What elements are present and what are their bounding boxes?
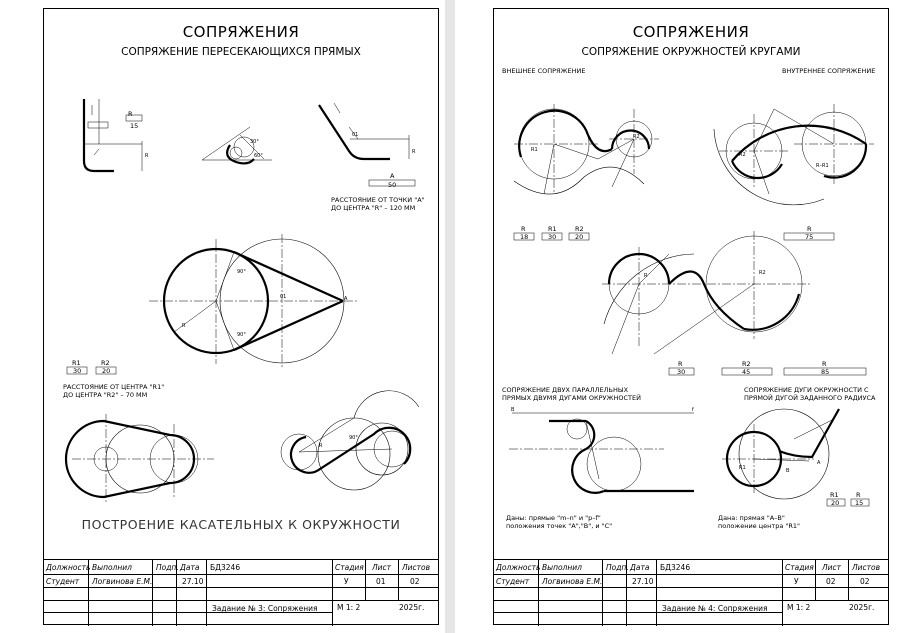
tb-scale: М 1: 2 — [337, 603, 361, 612]
tb-sheets: 02 — [860, 577, 870, 586]
dim-value-r2: 20 — [575, 233, 584, 241]
page-gap — [445, 0, 455, 633]
tb-name: Логвинова Е.М. — [92, 577, 153, 586]
svg-text:R1: R1 — [531, 147, 538, 153]
svg-text:R: R — [145, 153, 149, 159]
tb-code: БД3246 — [210, 563, 241, 572]
tangent-from-point — [149, 234, 359, 369]
fillet-right-angle — [84, 99, 149, 171]
title-block — [494, 559, 888, 626]
svg-text:R2: R2 — [739, 152, 746, 158]
tb-position: Студент — [46, 577, 80, 586]
title-block — [44, 559, 438, 626]
dim-value-r1: 30 — [73, 367, 82, 375]
svg-text:R: R — [182, 323, 186, 329]
dim-label-small-r: R — [856, 491, 861, 499]
dim-label-inner-r: R — [807, 225, 812, 233]
tb-sheet: 01 — [376, 577, 386, 586]
sheet-title: СОПРЯЖЕНИЯ — [632, 23, 750, 41]
given-1-line-1: Даны: прямые "m–n" и "p–f" — [506, 514, 601, 522]
parallel-caption-2: ПРЯМЫХ ДВУМЯ ДУГАМИ ОКРУЖНОСТЕЙ — [502, 394, 641, 402]
arc-caption-1: СОПРЯЖЕНИЕ ДУГИ ОКРУЖНОСТИ С — [744, 386, 869, 394]
dim-value-r1: 30 — [548, 233, 557, 241]
dim-label-small-r1: R1 — [830, 491, 839, 499]
tangent-two-circles — [66, 414, 214, 504]
sheet-subtitle: СОПРЯЖЕНИЕ ПЕРЕСЕКАЮЩИХСЯ ПРЯМЫХ — [121, 46, 361, 58]
dim-value-mixed-r3: 85 — [821, 368, 830, 376]
tb-header-sign: Подп. — [606, 563, 629, 572]
dim-value-r: 18 — [520, 233, 529, 241]
sheet-subtitle: СОПРЯЖЕНИЕ ОКРУЖНОСТЕЙ КРУГАМИ — [581, 46, 801, 58]
dim-value-mixed-r2: 45 — [742, 368, 751, 376]
tb-date: 27.10 — [632, 577, 654, 586]
tb-header-sheets: Листов — [852, 563, 881, 572]
inner-label: ВНУТРЕННЕЕ СОПРЯЖЕНИЕ — [782, 67, 876, 75]
given-1-line-2: положения точек "A","B", и "C" — [506, 522, 613, 530]
tb-header-sign: Подп. — [156, 563, 179, 572]
dim-label-a: A — [390, 172, 395, 180]
svg-text:B: B — [511, 407, 515, 413]
tb-task: Задание № 3: Сопряжения — [212, 604, 318, 613]
svg-text:A: A — [817, 460, 821, 466]
dim-value-small-r: 15 — [855, 499, 864, 507]
drawing-sheet-2 — [493, 8, 889, 625]
tb-position: Студент — [496, 577, 530, 586]
tb-name: Логвинова Е.М. — [542, 577, 603, 586]
tb-header-sheet: Лист — [822, 563, 842, 572]
fillet-obtuse-angle — [319, 103, 416, 186]
drawing-area-2 — [494, 9, 890, 559]
note-distance-a-2: ДО ЦЕНТРА "R" – 120 ММ — [331, 204, 416, 212]
dim-value-mixed-r: 30 — [677, 368, 686, 376]
svg-text:R1: R1 — [739, 465, 746, 471]
dim-label-mixed-r2: R2 — [742, 360, 751, 368]
inner-conjugation — [714, 104, 874, 205]
dim-value-a: 50 — [388, 181, 397, 189]
tb-stage: У — [794, 577, 799, 586]
tb-header-date: Дата — [630, 563, 650, 572]
tb-header-stage: Стадия — [785, 563, 814, 572]
tb-header-position: Должность — [46, 563, 91, 572]
tangent-combined — [281, 391, 419, 490]
outer-conjugation — [514, 104, 659, 194]
tb-stage: У — [344, 577, 349, 586]
svg-text:B: B — [786, 468, 790, 474]
svg-text:f: f — [692, 407, 694, 413]
svg-text:R–R1: R–R1 — [816, 163, 829, 169]
dim-value-r2: 20 — [102, 367, 111, 375]
svg-text:01: 01 — [280, 294, 287, 300]
tb-code: БД3246 — [660, 563, 691, 572]
svg-text:01: 01 — [352, 132, 359, 138]
svg-text:R: R — [644, 273, 648, 279]
dim-label-r: R — [128, 110, 133, 118]
svg-text:90°: 90° — [349, 435, 358, 441]
dim-label-r: R — [521, 225, 526, 233]
dim-label-r2: R2 — [575, 225, 584, 233]
tb-header-position: Должность — [496, 563, 541, 572]
arc-line-conjugation — [722, 409, 839, 499]
tb-header-done: Выполнил — [542, 563, 582, 572]
svg-text:30°: 30° — [250, 139, 259, 145]
given-2-line-2: положение центра "R1" — [718, 522, 801, 530]
dim-value-small-r1: 20 — [831, 499, 840, 507]
tb-sheet: 02 — [826, 577, 836, 586]
outer-label: ВНЕШНЕЕ СОПРЯЖЕНИЕ — [502, 67, 586, 75]
dim-label-mixed-r: R — [678, 360, 683, 368]
tb-date: 27.10 — [182, 577, 204, 586]
tb-year: 2025г. — [399, 603, 425, 612]
tb-sheets: 02 — [410, 577, 420, 586]
drawing-sheet-1 — [43, 8, 439, 625]
tb-header-sheets: Листов — [402, 563, 431, 572]
tb-task: Задание № 4: Сопряжения — [662, 604, 768, 613]
arc-caption-2: ПРЯМОЙ ДУГОЙ ЗАДАННОГО РАДИУСА — [744, 394, 876, 402]
svg-text:A: A — [344, 296, 348, 302]
tb-year: 2025г. — [849, 603, 875, 612]
tb-header-stage: Стадия — [335, 563, 364, 572]
sheet-title: СОПРЯЖЕНИЯ — [182, 23, 300, 41]
svg-text:90°: 90° — [237, 332, 246, 338]
fillet-acute-angle — [202, 127, 272, 163]
note-distance-r-2: ДО ЦЕНТРА "R2" – 70 ММ — [63, 391, 148, 399]
dim-label-r1: R1 — [72, 359, 81, 367]
parallel-caption-1: СОПРЯЖЕНИЕ ДВУХ ПАРАЛЛЕЛЬНЫХ — [502, 386, 629, 394]
mixed-conjugation — [602, 231, 812, 354]
tb-header-date: Дата — [180, 563, 200, 572]
drawing-area-1 — [44, 9, 440, 559]
parallel-arcs — [509, 407, 694, 493]
dim-label-r1: R1 — [548, 225, 557, 233]
tb-header-done: Выполнил — [92, 563, 132, 572]
tb-scale: М 1: 2 — [787, 603, 811, 612]
dim-value-r: 15 — [130, 122, 139, 130]
note-distance-r-1: РАССТОЯНИЕ ОТ ЦЕНТРА "R1" — [63, 383, 165, 391]
dim-tables-s2 — [514, 233, 869, 506]
dim-value-inner-r: 75 — [805, 233, 814, 241]
dim-tables-s1 — [67, 122, 116, 374]
dim-label-mixed-r3: R — [822, 360, 827, 368]
given-2-line-1: Дана: прямая "A–B" — [718, 514, 785, 522]
svg-text:90°: 90° — [237, 269, 246, 275]
svg-text:R: R — [412, 149, 416, 155]
svg-text:60°: 60° — [254, 153, 263, 159]
note-distance-a-1: РАССТОЯНИЕ ОТ ТОЧКИ "А" — [331, 196, 425, 204]
tb-header-sheet: Лист — [372, 563, 392, 572]
svg-text:R2: R2 — [633, 134, 640, 140]
svg-text:R2: R2 — [759, 270, 766, 276]
svg-text:R: R — [319, 443, 323, 449]
section-caption: ПОСТРОЕНИЕ КАСАТЕЛЬНЫХ К ОКРУЖНОСТИ — [81, 517, 401, 532]
dim-label-r2: R2 — [101, 359, 110, 367]
